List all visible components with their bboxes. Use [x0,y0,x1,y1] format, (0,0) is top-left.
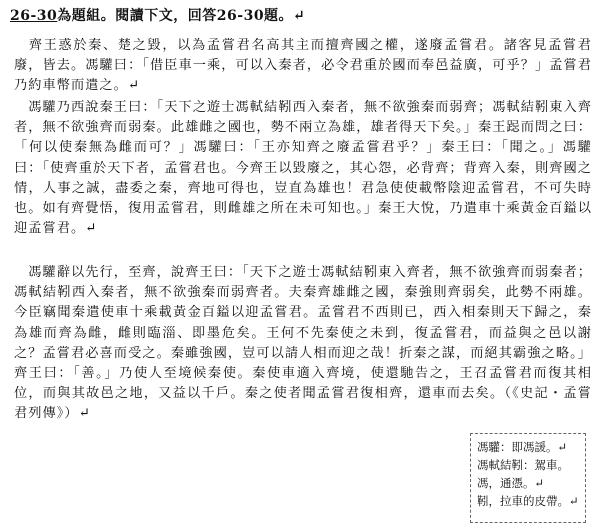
annotation-line: 馮，通憑。↵ [477,476,545,490]
passage-paragraph-3: 馮驩辭以先行，至齊，說齊王曰：「天下之遊士馮軾結靷東入齊者，無不欲強齊而弱秦者；馮軾結靷西入秦者，無不欲強秦而弱齊者。夫秦齊雄雌之國，秦強則齊弱矣，此勢不兩雄。今臣竊聞秦遣使車十乘載黃金百鎰以迎孟嘗君。孟嘗君不西則已，西入相秦則天下歸之，秦為雄而齊為雌，雌則臨淄、即墨危矣。王何不先秦使之未到，復孟嘗君，而益與之邑以謝之？孟嘗君必喜而受之。秦雖強國，豈可以請人相而迎之哉！折秦之謀，而絕其霸強之略。」齊王曰：「善。」乃使人至境候秦使。秦使車適入齊境，使還馳告之，王召孟嘗君而復其相位，而與其故邑之地，又益以千戶。秦之使者聞孟嘗君復相齊，還車而去矣。（《史記・孟嘗君列傳》）↵ [14,265,592,422]
annotation-box [470,433,586,523]
passage-paragraph-2: 馮驩乃西說秦王曰：「天下之遊士馮軾結靷西入秦者，無不欲強秦而弱齊；馮軾結靷東入齊者，無不欲強齊而弱秦。此雄雌之國也，勢不兩立為雄，雄者得天下矣。」秦王跽而問之曰：「何以使秦無為雌而可？」馮驩曰：「王亦知齊之廢孟嘗君乎？」秦王曰：「聞之。」馮驩曰：「使齊重於天下者，孟嘗君也。今齊王以毀廢之，其心怨，必背齊；背齊入秦，則齊國之情，人事之誠，盡委之秦，齊地可得也，豈直為雄也！君急使使載幣陰迎孟嘗君，不可失時也。如有齊覺悟，復用孟嘗君，則雌雄之所在未可知也。」秦王大悅，乃遣車十乘黃金百鎰以迎孟嘗君。↵ [14,100,592,237]
passage-paragraph-1: 齊王惑於秦、楚之毀，以為孟嘗君名高其主而擅齊國之權，遂廢孟嘗君。諸客見孟嘗君廢，皆去。馮驩曰：「借臣車一乘，可以入秦者，必令君重於國而奉邑益廣，可乎？」孟嘗君乃約車幣而遣之。↵ [14,38,592,94]
question-group-title [10,6,305,26]
title-text: 為題組。閱讀下文，回答26-30題。↵ [57,8,306,24]
annotation-line: 馮軾結靷：駕車。 [477,458,569,472]
annotation-line: 馮驩：即馮諼。↵ [477,440,568,454]
question-range: 26-30 [10,8,58,24]
annotation-line: 靷，拉車的皮帶。↵ [477,494,579,508]
